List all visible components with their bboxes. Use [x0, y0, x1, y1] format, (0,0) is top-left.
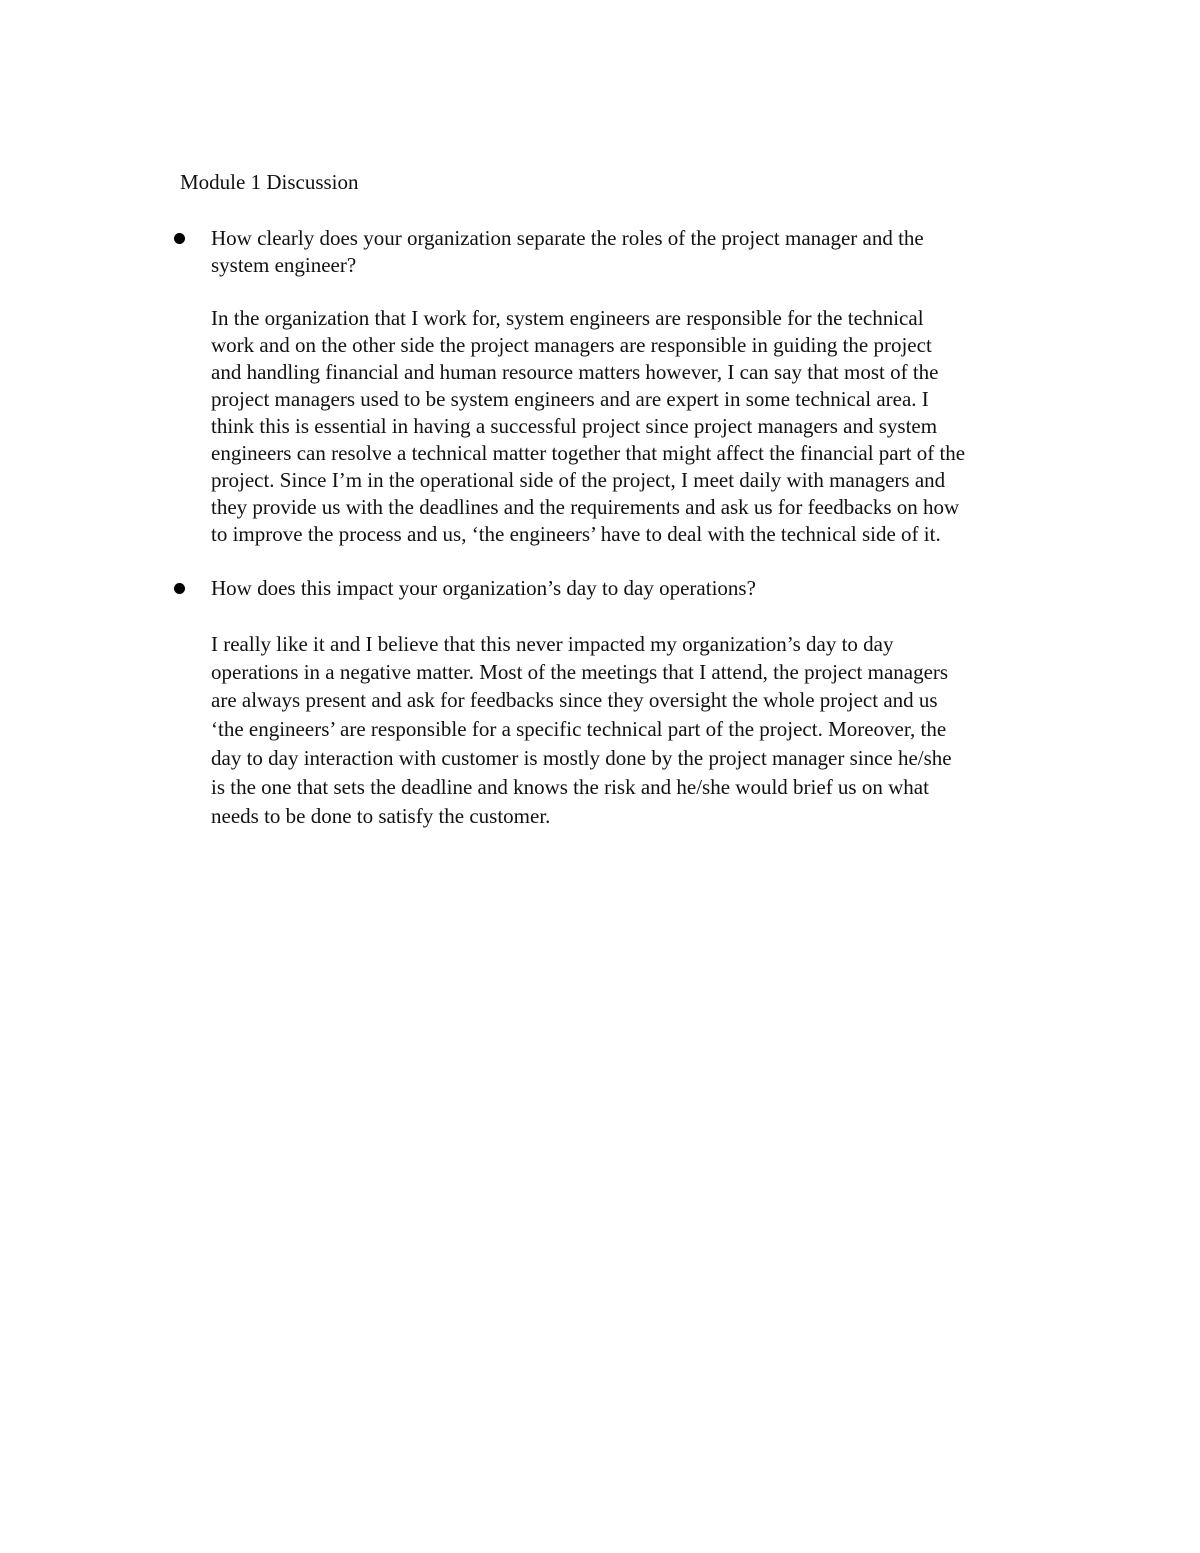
- answer-line: In the organization that I work for, system engineers are responsible for the technical: [211, 306, 924, 330]
- question-line: system engineer?: [211, 253, 357, 277]
- answer-line: work and on the other side the project managers are responsible in guiding the project: [211, 333, 932, 357]
- answer-line: to improve the process and us, ‘the engineers’ have to deal with the technical side of it.: [211, 522, 941, 546]
- answer-line: engineers can resolve a technical matter together that might affect the financial part of the: [211, 441, 966, 465]
- answer-line: project managers used to be system engineers and are expert in some technical area. I: [211, 387, 929, 411]
- answer-line: and handling financial and human resource matters however, I can say that most of the: [211, 360, 939, 384]
- question-line: How does this impact your organization’s day to day operations?: [211, 576, 756, 600]
- bullet-icon: [174, 583, 185, 594]
- answer-line: think this is essential in having a successful project since project managers and system: [211, 414, 938, 438]
- answer-line: day to day interaction with customer is mostly done by the project manager since he/she: [211, 746, 952, 770]
- answer-line: they provide us with the deadlines and the requirements and ask us for feedbacks on how: [211, 495, 960, 519]
- answer-line: are always present and ask for feedbacks since they oversight the whole project and us: [211, 688, 938, 712]
- answer-line: ‘the engineers’ are responsible for a specific technical part of the project. Moreover, the: [211, 717, 947, 741]
- question-line: How clearly does your organization separate the roles of the project manager and the: [211, 226, 924, 250]
- answer-line: is the one that sets the deadline and knows the risk and he/she would brief us on what: [211, 775, 929, 799]
- document-title: Module 1 Discussion: [180, 170, 359, 194]
- answer-line: project. Since I’m in the operational side of the project, I meet daily with managers and: [211, 468, 946, 492]
- bullet-icon: [174, 233, 185, 244]
- answer-line: I really like it and I believe that this never impacted my organization’s day to day: [211, 632, 894, 656]
- answer-line: needs to be done to satisfy the customer.: [211, 804, 551, 828]
- answer-line: operations in a negative matter. Most of the meetings that I attend, the project managers: [211, 660, 949, 684]
